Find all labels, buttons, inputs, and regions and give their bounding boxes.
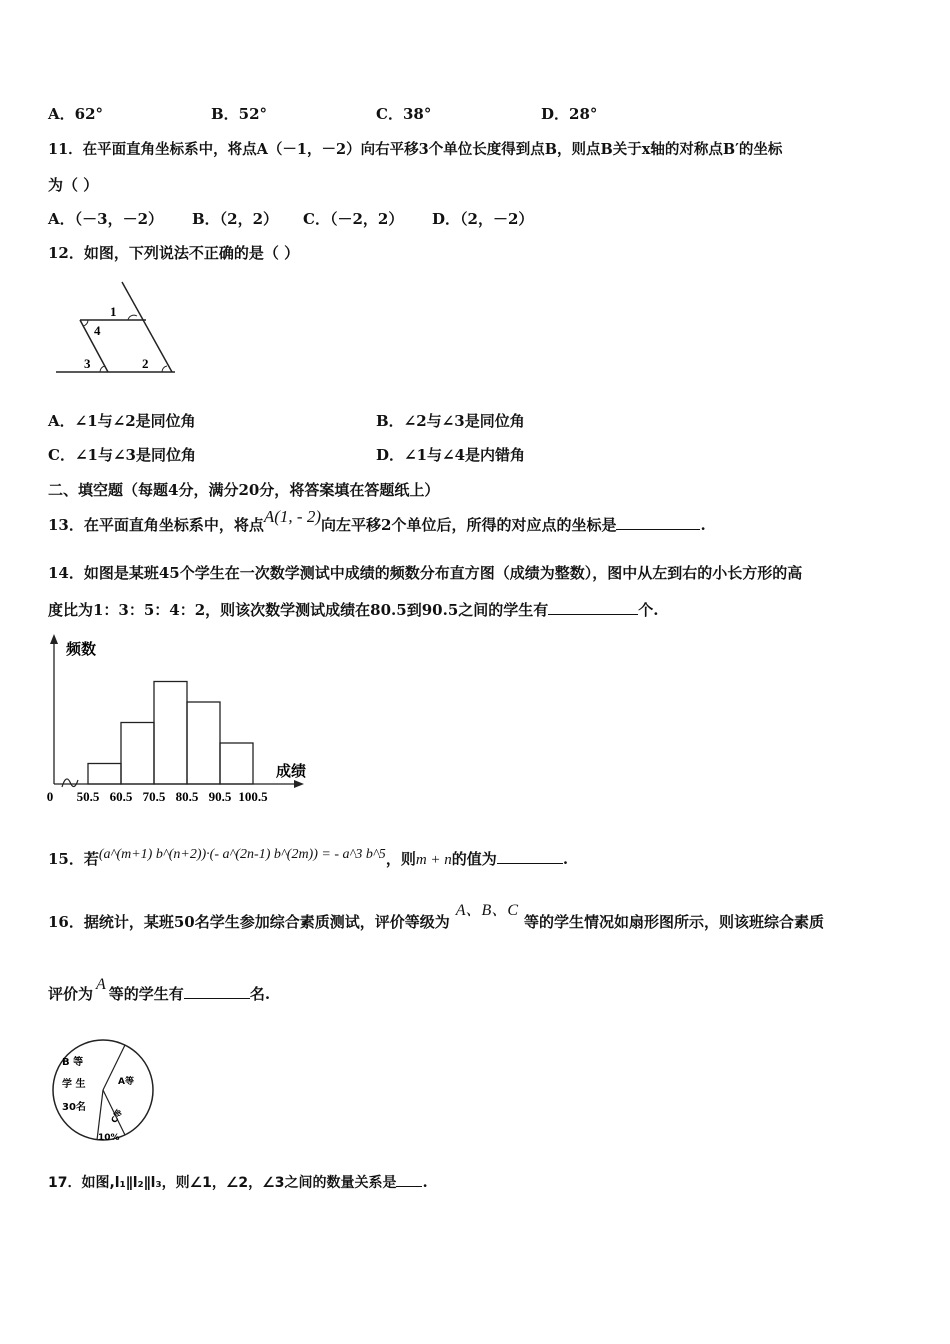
q14-line2 [48,599,659,620]
q14-line2-prefix: 度比为1：3：5：4：2，则该次数学测试成绩在80.5到90.5之间的学生有 [48,601,549,619]
q13-math: A(1, - 2) [263,507,322,526]
section2-heading: 二、填空题（每题4分，满分20分，将答案填在答题纸上） [48,481,440,499]
pie-label-c: C等 [109,1107,125,1125]
histogram-bar-2 [121,723,154,785]
q12-label-2: 2 [142,356,149,371]
q17-line [48,1172,428,1192]
q15-math: (a^(m+1) b^(n+2))·(- a^(2n-1) b^(2m)) = - a^3 b^5 [98,847,386,862]
q17-end: . [422,1173,428,1191]
pie-label-b-line1: B 等 [62,1057,84,1068]
histogram-origin-label: 0 [46,789,54,804]
histogram-tick-label: 80.5 [175,789,199,804]
q16-line2-end: 名. [249,985,271,1003]
q10-option-c: C．38° [376,105,432,123]
q10-option-d: D．28° [541,105,598,123]
q14-answer-blank[interactable] [548,600,638,615]
q16-pie-chart [50,1036,160,1148]
q14-line2-suffix: 个. [638,601,659,619]
q11-option-d: D．（2，－2） [432,210,534,228]
q10-option-a: A．62° [48,105,104,123]
histogram-bar-5 [220,743,253,784]
q12-arc-3 [100,366,105,372]
histogram-bar-1 [88,764,121,785]
histogram-x-arrow [294,780,304,788]
q10-option-b: B．52° [211,105,268,123]
histogram-tick-label: 50.5 [76,789,100,804]
q16-line1-math: A、B、C [455,902,518,919]
q12-arc-2 [162,366,167,372]
q12-option-c: C．∠1与∠3是同位角 [48,446,196,464]
histogram-tick-label: 60.5 [109,789,133,804]
q11-option-a: A．（－3，－2） [48,210,164,228]
histogram-y-arrow [50,634,58,644]
q12-stem: 12．如图，下列说法不正确的是（ ） [48,244,300,262]
histogram-tick-label: 90.5 [208,789,232,804]
q12-option-d: D．∠1与∠4是内错角 [376,446,526,464]
q12-arc-4 [83,320,88,326]
q17-text: 17．如图,l₁∥l₂∥l₃，则∠1，∠2，∠3之间的数量关系是 [48,1175,397,1191]
q11-option-b: B．（2，2） [192,210,279,228]
q11-option-c: C．（－2，2） [303,210,404,228]
q11-stem-line1: 11．在平面直角坐标系中，将点A（－1，－2）向右平移3个单位长度得到点B，则点B关于x轴的对称点B′的坐标 [48,141,783,158]
q16-line2 [48,976,271,1004]
q11-stem-line2: 为（ ） [48,176,99,194]
q15-line [48,848,568,869]
q14-line1: 14．如图是某班45个学生在一次数学测试中成绩的频数分布直方图（成绩为整数），图中从左到右的小长方形的高 [48,564,803,582]
q13-prefix: 13．在平面直角坐标系中，将点 [48,516,264,534]
q15-mid: ，则 [385,850,416,868]
q17-answer-blank[interactable] [396,1172,422,1187]
q13-suffix: 向左平移2个单位后，所得的对应点的坐标是 [321,516,617,534]
histogram-bar-3 [154,682,187,785]
histogram-bar-4 [187,702,220,784]
q12-figure [50,276,190,384]
q16-line1-suffix: 等的学生情况如扇形图所示，则该班综合素质 [524,913,825,931]
pie-label-c-percent: 10% [98,1133,120,1143]
q16-line2-math: A [96,976,106,993]
q13-end: . [700,516,706,534]
q12-label-4: 4 [94,323,101,338]
histogram-ylabel: 频数 [66,642,97,658]
q12-label-3: 3 [84,356,91,371]
histogram-tick-label: 70.5 [142,789,166,804]
q13-line [48,507,706,535]
q12-label-1: 1 [110,304,117,319]
q16-line1-prefix: 16．据统计，某班50名学生参加综合素质测试，评价等级为 [48,913,450,931]
histogram-xlabel: 成绩 [276,764,307,780]
histogram-tick-label: 100.5 [238,789,268,804]
q16-answer-blank[interactable] [184,984,250,999]
q16-line2-suffix: 等的学生有 [108,985,184,1003]
q12-option-b: B．∠2与∠3是同位角 [376,412,525,430]
q15-math2: m + n [415,852,452,868]
histogram-chart [44,630,314,810]
q15-suffix: 的值为 [451,850,497,868]
q16-line1 [48,902,825,932]
pie-label-b-line2: 学 生 [62,1079,86,1090]
q16-line2-prefix: 评价为 [48,985,94,1003]
q15-answer-blank[interactable] [497,849,563,864]
pie-label-b-line3: 30名 [62,1102,86,1113]
q15-end: . [562,850,569,868]
q13-answer-blank[interactable] [616,515,700,530]
pie-label-a: A等 [118,1077,134,1087]
histogram-axis-break [62,779,78,787]
q15-prefix: 15．若 [48,850,99,868]
q12-option-a: A．∠1与∠2是同位角 [48,412,196,430]
